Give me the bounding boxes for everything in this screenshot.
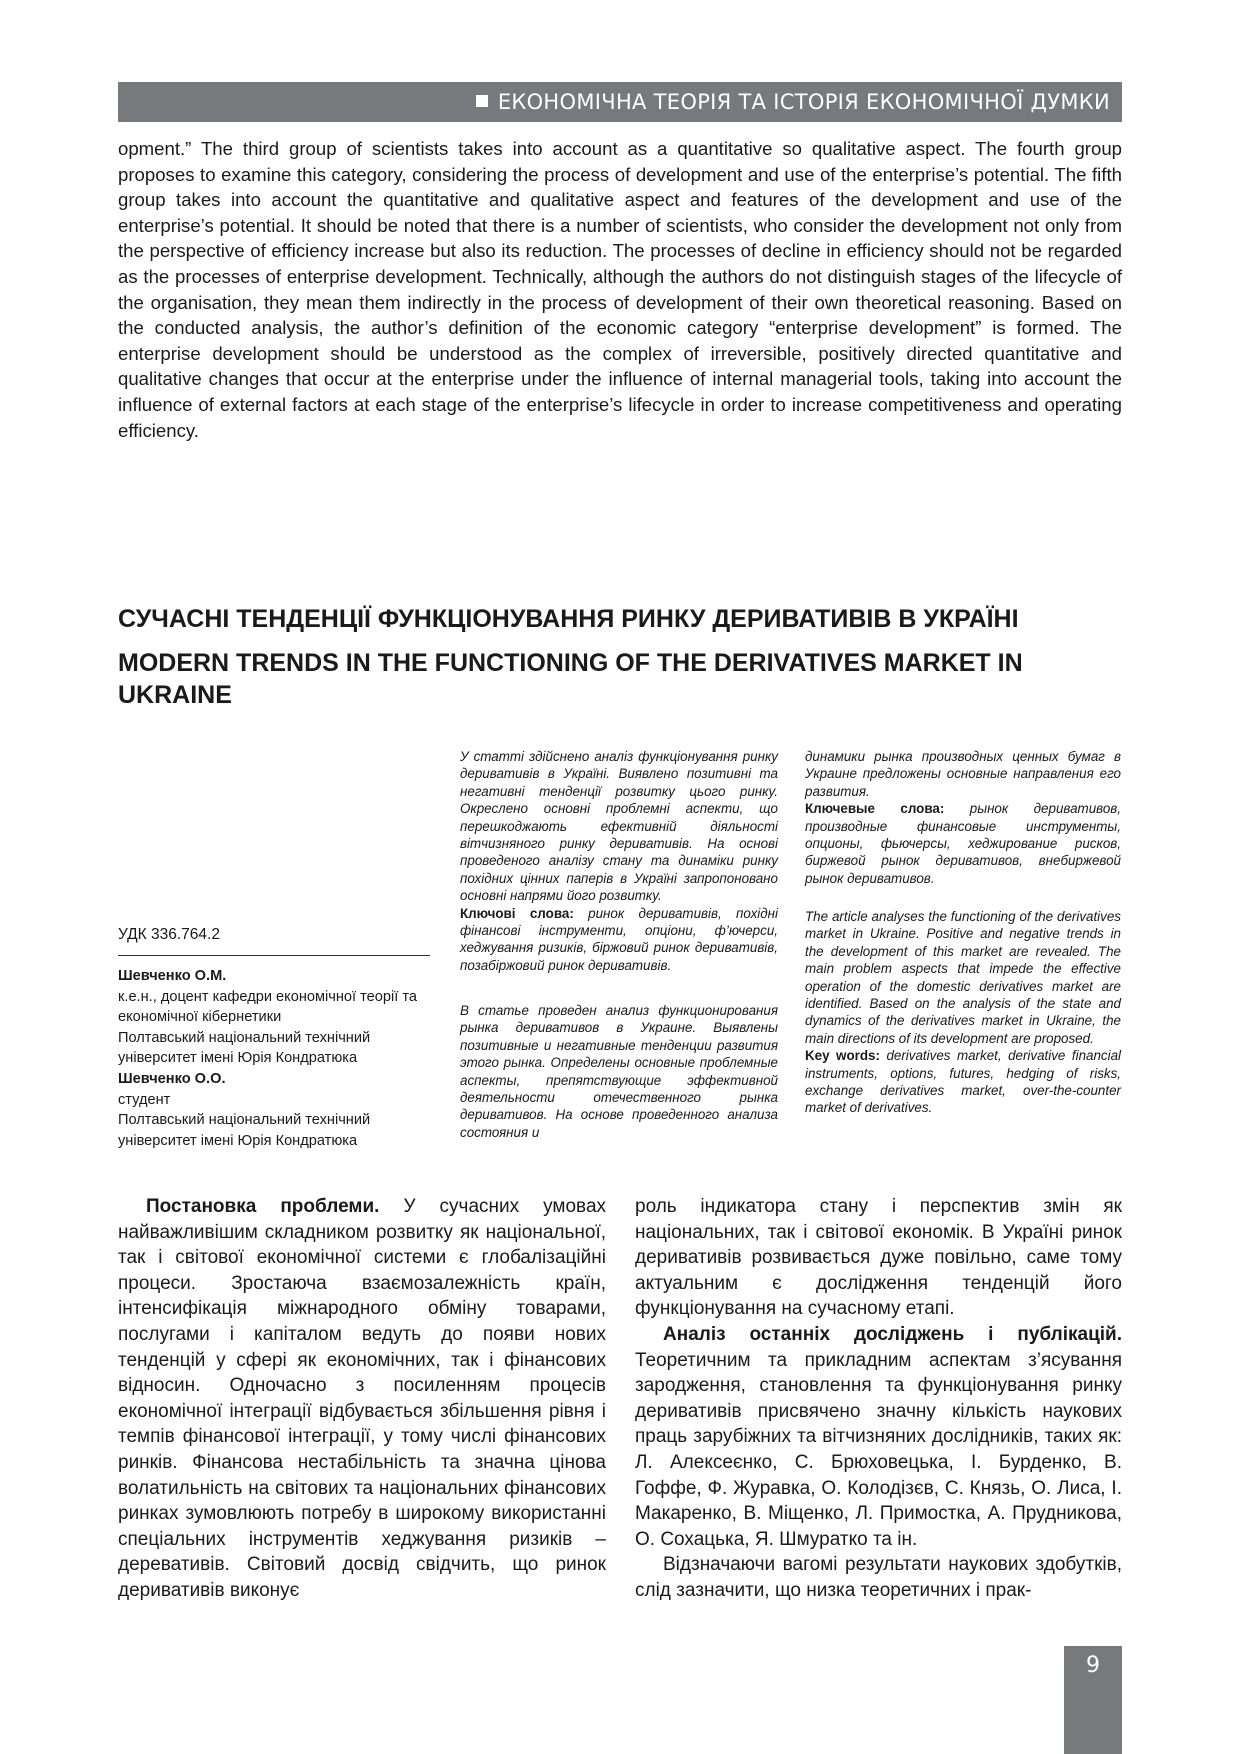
paragraph-text: Теоретичним та прикладним аспектам з’ясування зародження, становлення та функціонування ринку деривативів присвячено значну кількість наукових праць зарубіжних та вітчизняних дослідників, таких як: Л. Алексеєнко, С. Брюховецька, І. Бурденко, В. Гоффе, Ф. Журавка, О. Колодізєв, С. Князь, О. Лиса, І. Макаренко, В. Міщенко, Л. Примостка, А. Прудникова, О. Сохацька, Я. Шмуратко та ін. (635, 1349, 1122, 1550)
body-paragraph: Відзначаючи вагомі результати наукових здобутків, слід зазначити, що низка теоретичних і прак- (635, 1554, 1122, 1601)
article-title-en: MODERN TRENDS IN THE FUNCTIONING OF THE DERIVATIVES MARKET IN UKRAINE (118, 649, 1023, 709)
abstract-en (805, 908, 1121, 1117)
abstract-ru (460, 1002, 778, 1141)
keywords-en-label: Key words: (805, 1048, 880, 1064)
keywords-ru-label: Ключевые слова: (805, 801, 945, 817)
section-heading: Аналіз останніх досліджень і публікацій. (663, 1323, 1122, 1345)
body-column-right (635, 1194, 1122, 1604)
section-header-bar (118, 82, 1122, 122)
abstract-ru-continued (805, 748, 1121, 887)
abstract-en-text: The article analyses the functioning of the derivatives market in Ukraine. Positive and negative trends in the development of this market are revealed. The main problem aspects that impede the effective operation of the domestic derivatives market are identified. Based on the analysis of the state and dynamics of the derivatives market in Ukraine, the main directions of its development are proposed. (805, 909, 1121, 1046)
keywords-ru: рынок деривативов, производные финансовые инструменты, опционы, фьючерсы, хеджирование рисков, биржевой рынок деривативов, внебиржевой рынок деривативов. (805, 801, 1121, 886)
author-name: Шевченко О.О. (118, 1070, 226, 1087)
body-column-left (118, 1194, 606, 1604)
author-name: Шевченко О.М. (118, 968, 227, 984)
udk-code: УДК 336.764.2 (118, 926, 220, 943)
author-affiliation: Полтавський національний технічний університет імені Юрія Кондратюка (118, 1112, 371, 1149)
continued-paragraph: opment.” The third group of scientists takes into account as a quantitative so qualitative aspect. The fourth group proposes to examine this category, considering the process of development and use of the enterprise’s potential. The fifth group takes into account the quantitative and qualitative aspect and features of the development and use of the enterprise’s potential. It should be noted that there is a number of scientists, who consider the development not only from the perspective of efficiency increase but also its reduction. The processes of decline in efficiency should not be regarded as the processes of enterprise development. Technically, although the authors do not distinguish stages of the lifecycle of the organisation, they mean them indirectly in the process of development of their own theoretical reasoning. Based on the conducted analysis, the author’s definition of the economic category “enterprise development” is formed. The enterprise development should be understood as the complex of irreversible, positively directed quantitative and qualitative changes that occur at the enterprise under the influence of internal managerial tools, taking into account the influence of external factors at each stage of the enterprise’s lifecycle in order to increase competitiveness and operating efficiency. (118, 138, 1122, 441)
author-position: студент (118, 1091, 171, 1108)
abstract-uk-text: У статті здійснено аналіз функціонування ринку деривативів в Україні. Виявлено позитивні та негативні тенденції розвитку цього ринку. Окреслено основні проблемні аспекти, що перешкоджають ефективній діяльності вітчизняного ринку деривативів. На основі проведеного аналізу стану та динаміки ринку похідних цінних паперів в Україні запропоновано основні напрями його розвитку. (460, 749, 778, 904)
keywords-uk: ринок деривативів, похідні фінансові інструменти, опціони, ф’ючерси, хеджування ризиків, біржовий ринок деривативів, позабіржовий ринок деривативів. (460, 905, 778, 973)
article-title-uk: СУЧАСНІ ТЕНДЕНЦІЇ ФУНКЦІОНУВАННЯ РИНКУ ДЕРИВАТИВІВ В УКРАЇНІ (118, 605, 1019, 633)
divider (118, 955, 430, 956)
abstract-ru-text-cont: динамики рынка производных ценных бумаг в Украине предложены основные направления его развития. (805, 749, 1121, 799)
body-paragraph (118, 1194, 606, 1604)
abstract-ru-text: В статье проведен анализ функционирования рынка деривативов в Украине. Выявлены позитивные и негативные тенденции развития этого рынка. Определены основные проблемные аспекты, препятствующие эффективной деятельности отечественного рынка деривативов. На основе проведенного анализа состояния и (460, 1003, 778, 1140)
section-heading: Постановка проблеми. (146, 1196, 380, 1217)
paragraph-text: У сучасних умовах найважливішим складником розвитку як національної, так і світової економічної системи є глобалізаційні процеси. Зростаюча взаємозалежність країн, інтенсифікація міжнародного обміну товарами, послугами і капіталом ведуть до появи нових тенденцій у сфері як економічних, так і фінансових відносин. Одночасно з посиленням процесів економічної інтеграції відбувається збільшення рівня і темпів фінансової інтеграції, у тому числі фінансових ринків. Фінансова нестабільність та значна цінова волатильність на світових та національних фінансових ринках зумовлюють потребу в широкому використанні спеціальних інструментів хеджування ризиків – деревативів. Світовий досвід свідчить, що ринок деривативів виконує (118, 1196, 607, 1601)
author-position: к.е.н., доцент кафедри економічної теорії та економічної кібернетики (118, 988, 418, 1026)
keywords-en: derivatives market, derivative financial instruments, options, futures, hedging of risks, exchange derivatives market, over-the-counter market of derivatives. (805, 1048, 1121, 1116)
body-paragraph: роль індикатора стану і перспектив змін як національних, так і світової економік. В Україні ринок деривативів розвивається дуже повільно, саме тому актуальним є дослідження тенденцій його функціонування на сучасному етапі. (635, 1196, 1122, 1320)
keywords-uk-label: Ключові слова: (460, 905, 574, 921)
square-bullet-icon (476, 95, 488, 107)
author-block (118, 966, 448, 1151)
author-affiliation: Полтавський національний технічний університет імені Юрія Кондратюка (118, 1029, 371, 1067)
abstract-uk (460, 748, 778, 974)
body-paragraph (635, 1322, 1122, 1552)
page-number: 9 (1064, 1646, 1122, 1754)
section-title: ЕКОНОМІЧНА ТЕОРІЯ ТА ІСТОРІЯ ЕКОНОМІЧНОЇ ДУМКИ (497, 90, 1110, 114)
